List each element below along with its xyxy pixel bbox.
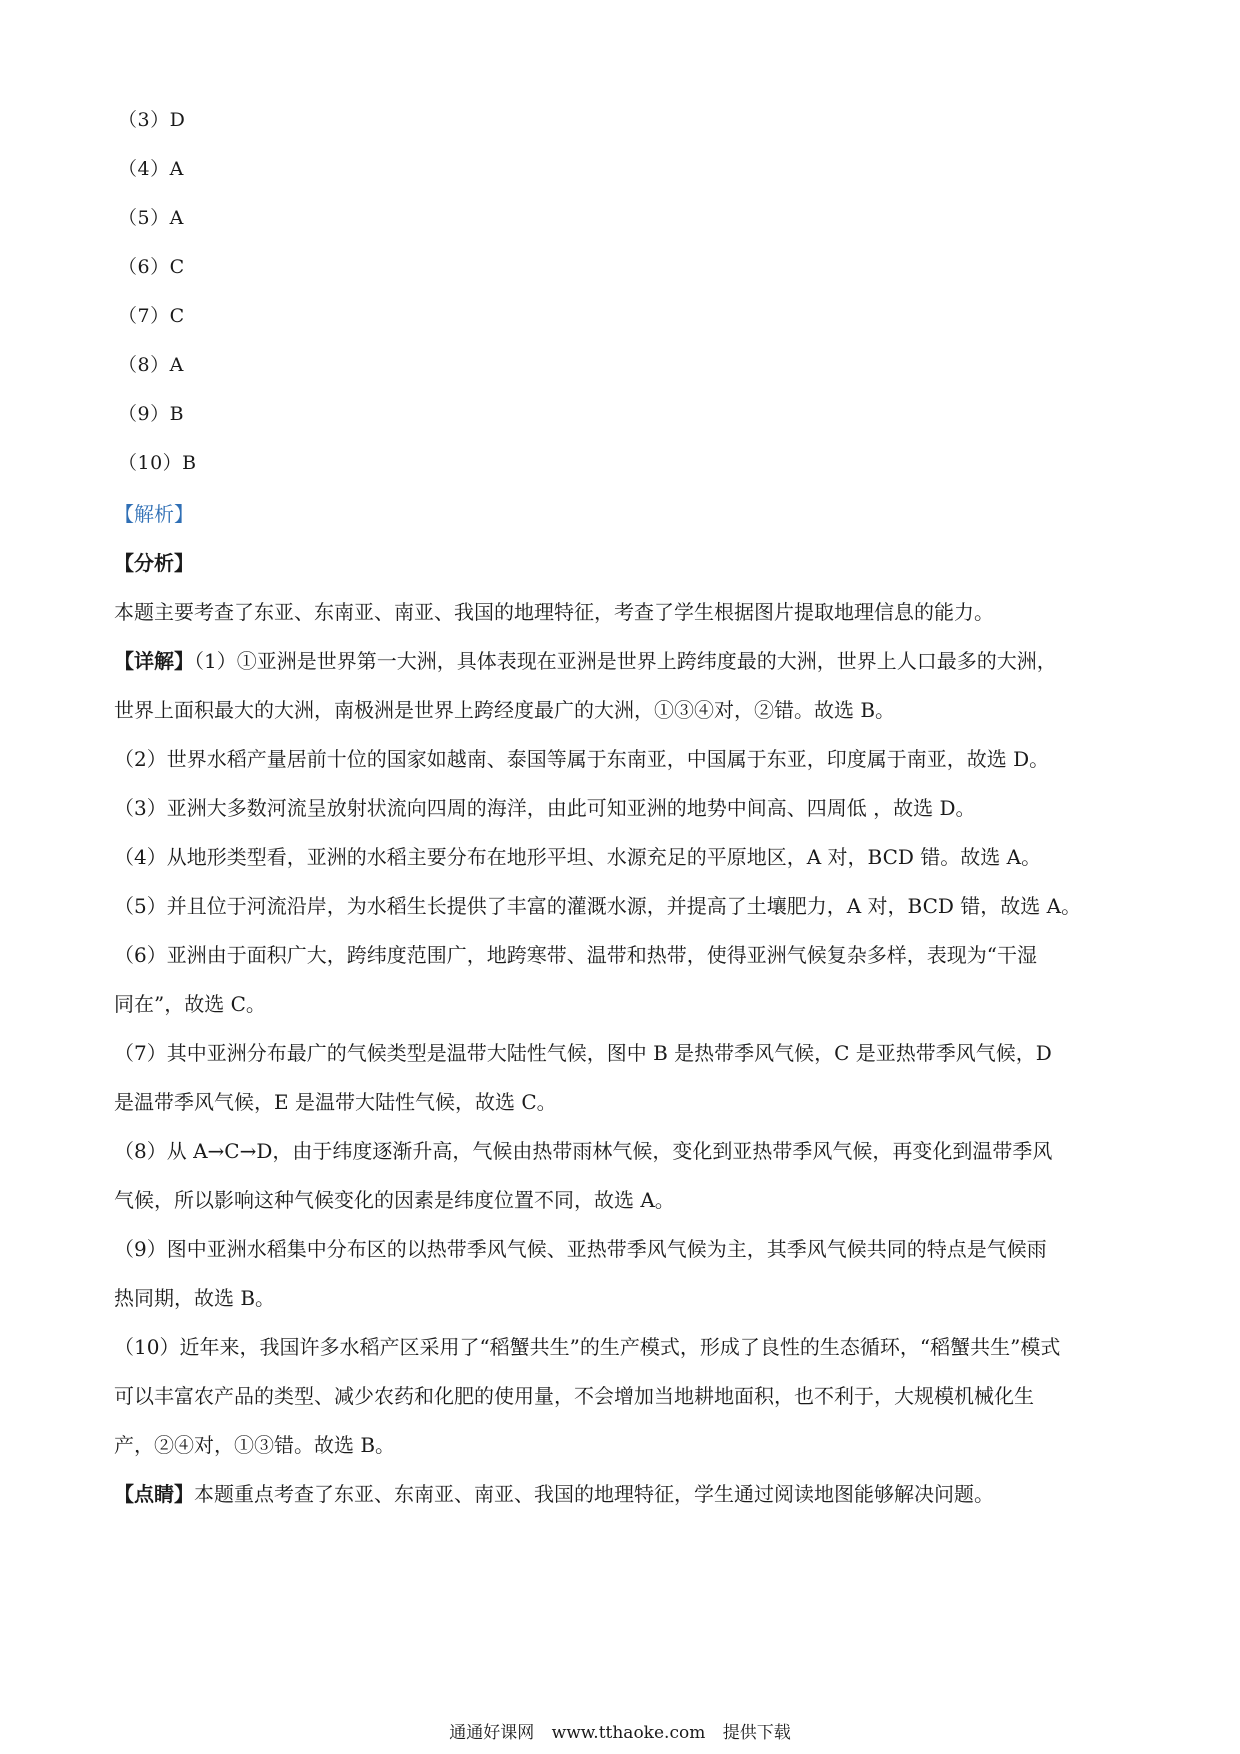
answer-item: （8）A bbox=[118, 354, 184, 376]
answer-item: （3）D bbox=[118, 109, 186, 131]
detail-line: （8）从 A→C→D，由于纬度逐渐升高，气候由热带雨林气候，变化到亚热带季风气候，再变化到温带季风 bbox=[114, 1139, 1053, 1163]
jiexi-heading: 【解析】 bbox=[114, 502, 194, 526]
footer-url[interactable]: www.tthaoke.com bbox=[551, 1723, 706, 1743]
answer-item: （9）B bbox=[118, 403, 185, 425]
answer-item: （7）C bbox=[118, 305, 185, 327]
fenxi-text: 本题主要考查了东亚、东南亚、南亚、我国的地理特征，考查了学生根据图片提取地理信息的能力。 bbox=[114, 600, 994, 624]
detail-line: 同在”，故选 C。 bbox=[114, 992, 266, 1016]
answer-item: （6）C bbox=[118, 256, 185, 278]
detail-line: 可以丰富农产品的类型、减少农药和化肥的使用量，不会增加当地耕地面积，也不利于，大规模机械化生 bbox=[114, 1384, 1034, 1408]
dianjing-line bbox=[114, 1470, 1134, 1519]
footer-suffix: 提供下载 bbox=[722, 1723, 791, 1743]
detail-text: （1）①亚洲是世界第一大洲，具体表现在亚洲是世界上跨纬度最的大洲，世界上人口最多的大洲， bbox=[194, 649, 1057, 673]
detail-line: （5）并且位于河流沿岸，为水稻生长提供了丰富的灌溉水源，并提高了土壤肥力，A 对，BCD 错，故选 A。 bbox=[114, 894, 1082, 918]
detail-line: （2）世界水稻产量居前十位的国家如越南、泰国等属于东南亚，中国属于东亚，印度属于南亚，故选 D。 bbox=[114, 747, 1050, 771]
answer-item: （5）A bbox=[118, 207, 184, 229]
fenxi-heading: 【分析】 bbox=[114, 551, 194, 575]
answer-item: （4）A bbox=[118, 158, 184, 180]
detail-line: （10）近年来，我国许多水稻产区采用了“稻蟹共生”的生产模式，形成了良性的生态循环，“稻蟹共生”模式 bbox=[114, 1335, 1061, 1359]
answer-item: （10）B bbox=[118, 452, 197, 474]
detail-line: （4）从地形类型看，亚洲的水稻主要分布在地形平坦、水源充足的平原地区，A 对，BCD 错。故选 A。 bbox=[114, 845, 1042, 869]
detail-line: （3）亚洲大多数河流呈放射状流向四周的海洋，由此可知亚洲的地势中间高、四周低 ，故选 D。 bbox=[114, 796, 976, 820]
detail-line: （9）图中亚洲水稻集中分布区的以热带季风气候、亚热带季风气候为主，其季风气候共同的特点是气候雨 bbox=[114, 1237, 1047, 1261]
page-footer bbox=[0, 1718, 1240, 1743]
footer-site-name: 通通好课网 bbox=[449, 1723, 535, 1743]
detail-line: 产，②④对，①③错。故选 B。 bbox=[114, 1433, 396, 1457]
detail-line: 气候，所以影响这种气候变化的因素是纬度位置不同，故选 A。 bbox=[114, 1188, 675, 1212]
detail-line: （7）其中亚洲分布最广的气候类型是温带大陆性气候，图中 B 是热带季风气候，C 是亚热带季风气候，D bbox=[114, 1041, 1052, 1065]
detail-line bbox=[114, 637, 1134, 686]
answer-list bbox=[118, 101, 197, 493]
dianjing-heading: 【点睛】 bbox=[114, 1482, 194, 1506]
detail-line: 世界上面积最大的大洲，南极洲是世界上跨经度最广的大洲，①③④对，②错。故选 B。 bbox=[114, 698, 896, 722]
detail-line: （6）亚洲由于面积广大，跨纬度范围广，地跨寒带、温带和热带，使得亚洲气候复杂多样，表现为“干湿 bbox=[114, 943, 1037, 967]
detail-heading: 【详解】 bbox=[114, 649, 194, 673]
dianjing-text: 本题重点考查了东亚、东南亚、南亚、我国的地理特征，学生通过阅读地图能够解决问题。 bbox=[194, 1482, 994, 1506]
detail-line: 是温带季风气候，E 是温带大陆性气候，故选 C。 bbox=[114, 1090, 557, 1114]
explanation-section bbox=[114, 490, 1134, 1519]
detail-line: 热同期，故选 B。 bbox=[114, 1286, 276, 1310]
